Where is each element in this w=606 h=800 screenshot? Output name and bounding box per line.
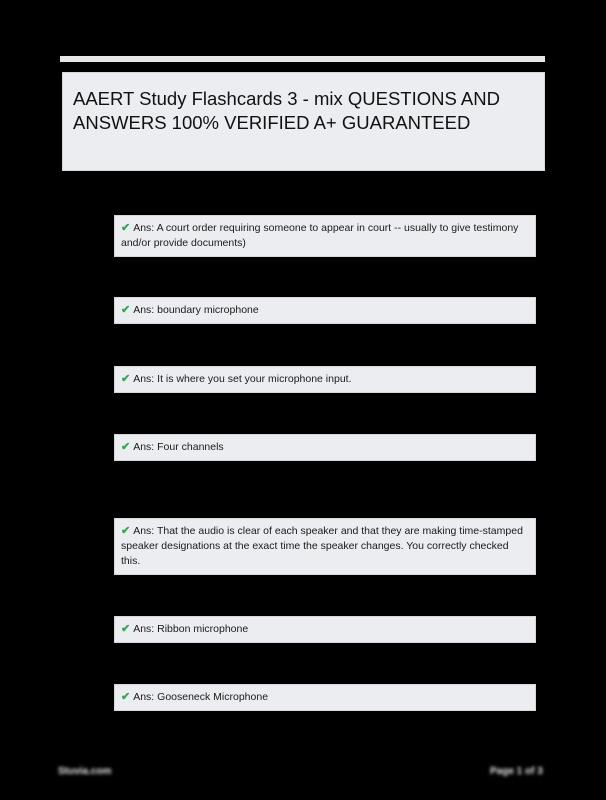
- answer-text: Ans: It is where you set your microphone input.: [133, 373, 352, 385]
- check-icon: ✔: [121, 373, 131, 385]
- footer-page-number: Page 1 of 3: [490, 766, 543, 777]
- check-icon: ✔: [121, 304, 131, 316]
- check-icon: ✔: [121, 222, 131, 234]
- title-panel: [62, 72, 545, 171]
- top-divider: [60, 56, 545, 62]
- answer-text: Ans: boundary microphone: [133, 304, 259, 316]
- check-icon: ✔: [121, 441, 131, 453]
- answer-text: Ans: Gooseneck Microphone: [133, 691, 269, 703]
- answer-text: Ans: That the audio is clear of each speaker and that they are making time-stamped speaker designations at the exact time the speaker changes. You correctly checked this.: [121, 525, 523, 567]
- answer-text: Ans: Four channels: [133, 441, 224, 453]
- page-title: AAERT Study Flashcards 3 - mix QUESTIONS AND ANSWERS 100% VERIFIED A+ GUARANTEED: [73, 88, 500, 133]
- answer-text: Ans: A court order requiring someone to appear in court -- usually to give testimony and/or provide documents): [121, 222, 519, 249]
- answer-item: [114, 684, 536, 711]
- check-icon: ✔: [121, 691, 131, 703]
- answer-item: [114, 366, 536, 393]
- answer-item: [114, 297, 536, 324]
- answer-item: [114, 434, 536, 461]
- check-icon: ✔: [121, 623, 131, 635]
- answer-text: Ans: Ribbon microphone: [133, 623, 249, 635]
- answer-item: [114, 215, 536, 257]
- footer-source: Stuvia.com: [58, 766, 112, 777]
- answer-item: [114, 518, 536, 575]
- answer-item: [114, 616, 536, 643]
- check-icon: ✔: [121, 525, 131, 537]
